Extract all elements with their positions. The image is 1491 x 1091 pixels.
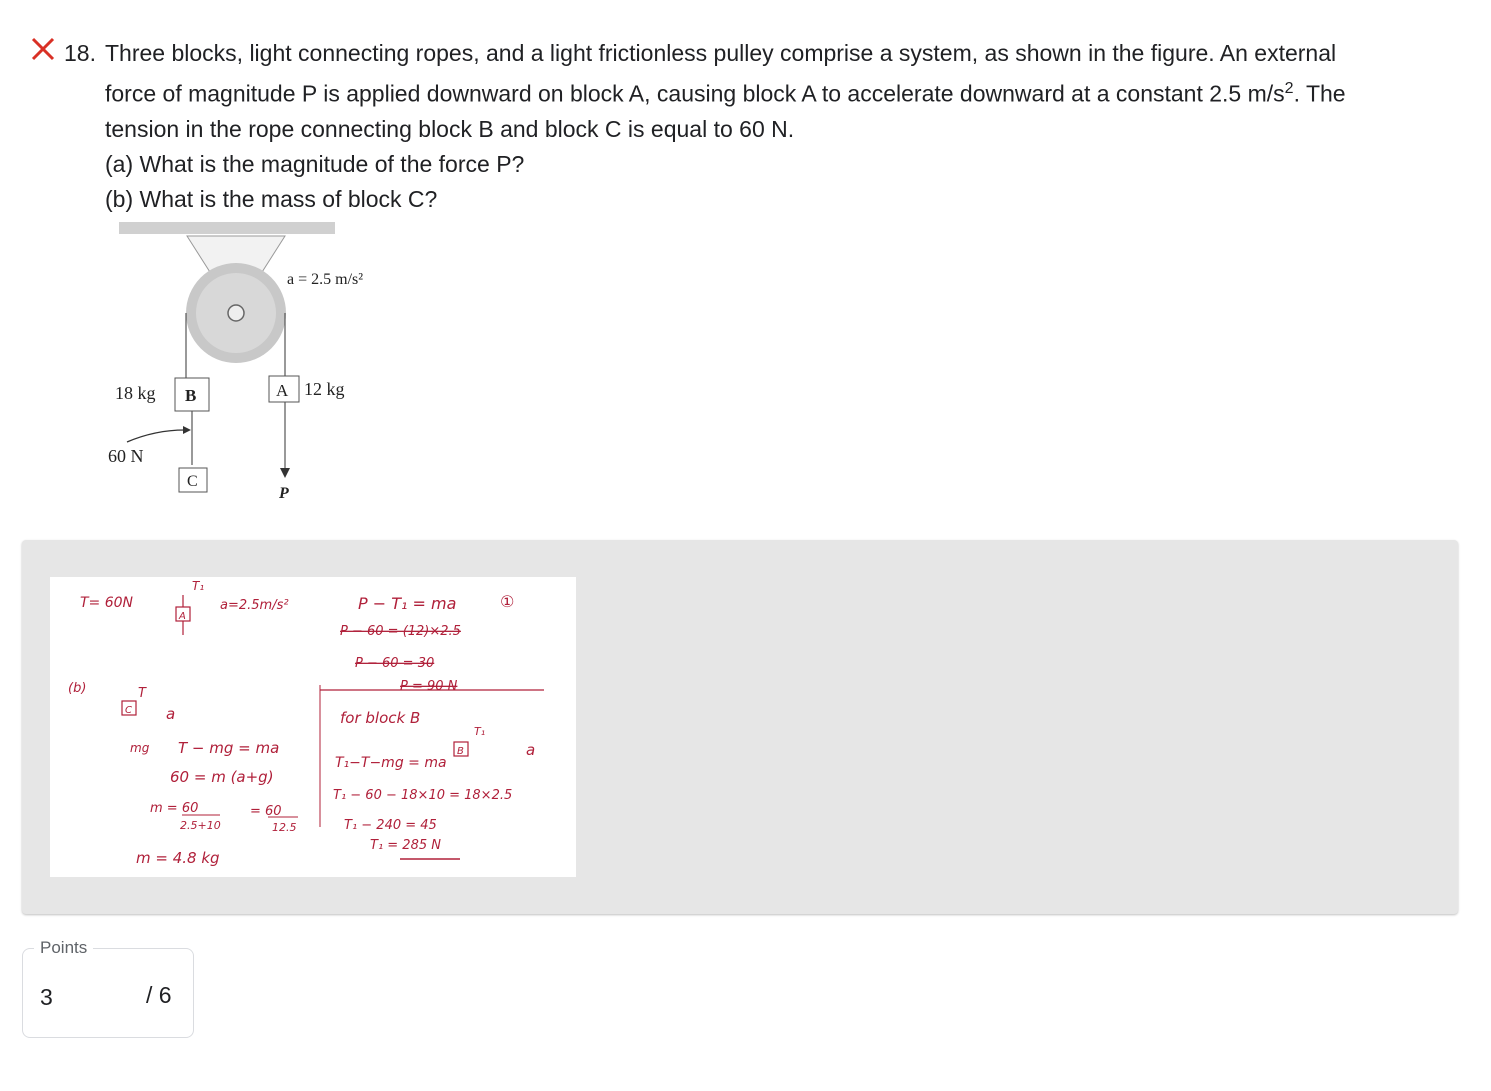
ans-l4: P − T₁ = ma [358,594,457,613]
ans-l11: a [166,705,176,723]
ans-l1: T= 60N [80,595,134,611]
svg-text:C: C [125,705,132,716]
ans-l2: T₁ [192,579,205,593]
points-value[interactable]: 3 [40,984,53,1010]
block-a-label: A [276,381,289,400]
svg-text:A: A [179,611,186,622]
ans-l24: T₁ − 60 − 18×10 = 18×2.5 [333,788,513,803]
ans-l6: P − 60 = (12)×2.5 [340,624,461,639]
ans-l20: for block B [340,709,421,727]
ans-l18: 12.5 [272,821,297,834]
accel-label: a = 2.5 m/s² [287,271,364,288]
handwritten-answer-image [50,577,576,877]
ans-l22: T₁−T−mg = ma [335,755,447,771]
force-p-label: P [279,485,289,502]
ans-l17: = 60 [250,804,282,819]
ans-l9: (b) [68,681,87,696]
ans-l5: ① [500,592,515,611]
mass-a-label: 12 kg [304,379,345,399]
ans-l10: T [138,686,146,701]
points-label: Points [34,938,93,958]
ans-l13: T − mg = ma [178,739,280,757]
question-line-1: Three blocks, light connecting ropes, and a light frictionless pulley comprise a system, as shown in the figure. An external [105,40,1337,66]
ans-l3: a=2.5m/s² [220,598,289,613]
tension-arrow [127,430,185,442]
incorrect-x-icon [30,36,56,62]
ans-l7: P − 60 = 30 [355,656,435,671]
pulley-axle [228,305,244,321]
block-b-label: B [185,386,197,405]
ceiling-beam [119,222,335,234]
question-line-2: force of magnitude P is applied downward on block A, causing block A to accelerate downward at a constant 2.5 $m/s^2$. The [105,80,1346,107]
ans-l12: mg [130,741,150,755]
points-total: / 6 [146,982,172,1008]
tension-label: 60 N [108,446,144,466]
ans-l25: T₁ − 240 = 45 [344,818,437,833]
question-part-a: (a) What is the magnitude of the force P? [105,150,525,177]
pulley-figure [105,218,410,513]
ans-l14: 60 = m (a+g) [170,768,274,786]
svg-text:B: B [457,746,464,757]
ans-l19: m = 4.8 kg [136,849,220,867]
ans-l15: m = 60 [150,801,199,816]
ans-l21: T₁ [474,725,486,738]
mass-b-label: 18 kg [115,383,156,403]
block-c-label: C [187,473,198,490]
ans-l23: a [526,741,536,759]
ans-l26: T₁ = 285 N [370,838,441,853]
force-p-arrow [280,468,290,478]
ans-l16: 2.5+10 [180,819,221,832]
question-number: 18. [64,40,96,66]
question-part-b: (b) What is the mass of block C? [105,185,438,212]
ans-l8: P = 90 N [400,679,458,694]
question-line-3: tension in the rope connecting block B and block C is equal to 60 N. [105,115,795,142]
